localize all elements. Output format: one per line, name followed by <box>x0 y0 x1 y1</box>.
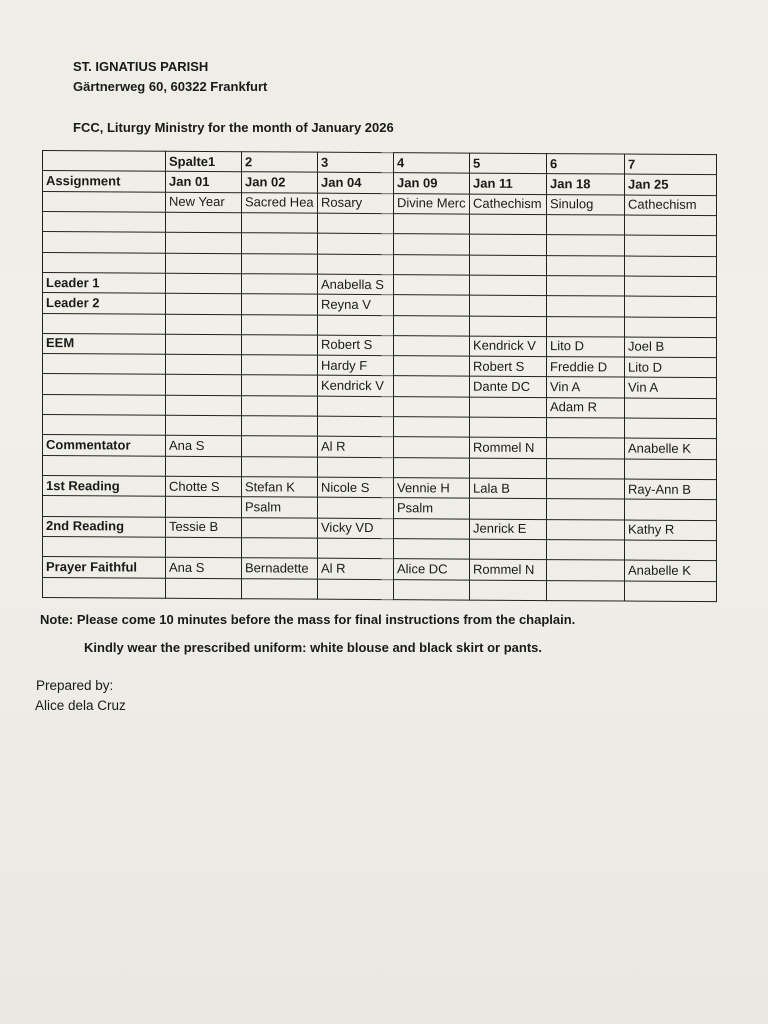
table-cell: 5 <box>470 153 547 174</box>
table-cell: Al R <box>318 437 394 458</box>
note-line-1: Note: Please come 10 minutes before the mass for final instructions from the chaplain. <box>40 612 576 627</box>
table-cell: 7 <box>625 154 717 175</box>
table-cell <box>242 395 318 416</box>
table-cell <box>394 335 470 356</box>
table-cell: 3 <box>318 152 394 173</box>
table-cell: Kathy R <box>625 520 717 541</box>
table-cell: Lala B <box>470 478 547 499</box>
table-cell <box>318 315 394 336</box>
table-cell <box>625 459 717 480</box>
table-cell <box>394 518 470 539</box>
table-cell <box>547 296 625 317</box>
table-cell: Ana S <box>166 436 242 457</box>
table-cell: Nicole S <box>318 477 394 498</box>
table-cell <box>242 517 318 538</box>
table-cell <box>166 314 242 335</box>
table-cell <box>470 275 547 296</box>
table-cell: Alice DC <box>394 559 470 580</box>
table-cell: Anabelle K <box>625 560 717 581</box>
table-cell: Jan 02 <box>242 172 318 193</box>
parish-address: Gärtnerweg 60, 60322 Frankfurt <box>73 79 268 94</box>
table-cell <box>394 376 470 397</box>
table-cell <box>242 294 318 315</box>
table-cell: Anabella S <box>318 274 394 295</box>
table-cell <box>625 317 717 338</box>
table-cell <box>242 253 318 274</box>
table-cell <box>242 233 318 254</box>
table-cell: Adam R <box>547 397 625 418</box>
roster-table <box>42 150 717 602</box>
table-cell <box>625 540 717 561</box>
roster-body <box>43 151 717 602</box>
row-label-cell <box>43 354 166 375</box>
table-cell <box>242 314 318 335</box>
table-cell <box>547 458 625 479</box>
table-cell <box>470 417 547 438</box>
table-cell <box>394 457 470 478</box>
table-cell: Rommel N <box>470 559 547 580</box>
table-cell: Jan 01 <box>166 172 242 193</box>
table-cell <box>166 253 242 274</box>
table-cell: Joel B <box>625 337 717 358</box>
table-cell <box>394 579 470 600</box>
table-cell <box>394 417 470 438</box>
row-label-cell <box>43 536 166 557</box>
table-cell <box>394 539 470 560</box>
table-cell: Jan 11 <box>470 173 547 194</box>
table-cell <box>625 398 717 419</box>
table-cell: Robert S <box>318 335 394 356</box>
table-cell <box>242 578 318 599</box>
row-label-cell <box>43 191 166 212</box>
table-cell <box>394 356 470 377</box>
table-cell <box>470 458 547 479</box>
table-cell <box>547 499 625 520</box>
row-label-cell <box>43 394 166 415</box>
table-cell: Hardy F <box>318 355 394 376</box>
table-cell <box>166 375 242 396</box>
table-cell <box>318 579 394 600</box>
row-label-cell <box>43 211 166 232</box>
table-cell <box>318 416 394 437</box>
table-cell: Sinulog <box>547 194 625 215</box>
table-cell <box>242 375 318 396</box>
table-cell: Rommel N <box>470 437 547 458</box>
table-cell: Al R <box>318 558 394 579</box>
table-cell <box>470 234 547 255</box>
table-cell <box>470 295 547 316</box>
table-cell <box>318 254 394 275</box>
table-cell <box>318 233 394 254</box>
table-cell <box>625 296 717 317</box>
row-label-cell: EEM <box>43 333 166 354</box>
table-cell <box>166 233 242 254</box>
table-cell <box>166 212 242 233</box>
table-cell: 4 <box>394 153 470 174</box>
table-cell: Rosary <box>318 193 394 214</box>
table-cell <box>242 538 318 559</box>
table-cell: Vin A <box>625 377 717 398</box>
table-cell <box>242 335 318 356</box>
table-cell: Dante DC <box>470 377 547 398</box>
table-cell <box>166 354 242 375</box>
table-cell <box>625 235 717 256</box>
table-cell: Spalte1 <box>166 151 242 172</box>
table-cell: Tessie B <box>166 517 242 538</box>
table-cell: Jenrick E <box>470 519 547 540</box>
table-cell <box>470 316 547 337</box>
table-cell: Psalm <box>394 498 470 519</box>
table-cell <box>547 255 625 276</box>
table-cell: Psalm <box>242 497 318 518</box>
row-label-cell: 2nd Reading <box>43 516 166 537</box>
table-cell <box>394 214 470 235</box>
row-label-cell: Leader 2 <box>43 293 166 314</box>
prepared-by-label: Prepared by: <box>36 678 114 693</box>
table-cell: Reyna V <box>318 294 394 315</box>
row-label-cell: 1st Reading <box>43 476 166 497</box>
table-cell: Vennie H <box>394 478 470 499</box>
table-cell <box>318 497 394 518</box>
table-cell <box>166 273 242 294</box>
table-cell <box>166 395 242 416</box>
table-cell: Robert S <box>470 356 547 377</box>
table-cell <box>547 235 625 256</box>
table-cell <box>242 456 318 477</box>
table-cell <box>166 578 242 599</box>
table-cell <box>242 355 318 376</box>
row-label-cell <box>43 151 166 172</box>
table-cell <box>394 437 470 458</box>
table-cell <box>625 581 717 602</box>
table-cell <box>166 456 242 477</box>
table-cell: Chotte S <box>166 476 242 497</box>
row-label-cell <box>43 232 166 253</box>
row-label-cell <box>43 252 166 273</box>
table-cell <box>394 295 470 316</box>
table-cell: Jan 09 <box>394 173 470 194</box>
table-cell <box>470 397 547 418</box>
table-cell: New Year <box>166 192 242 213</box>
table-cell: Cathechism <box>625 195 717 216</box>
table-cell <box>547 479 625 500</box>
table-cell: Anabelle K <box>625 438 717 459</box>
table-cell <box>166 334 242 355</box>
table-cell <box>318 396 394 417</box>
table-cell <box>547 215 625 236</box>
table-cell: Stefan K <box>242 477 318 498</box>
table-cell: Kendrick V <box>470 336 547 357</box>
prepared-by-name: Alice dela Cruz <box>35 698 126 713</box>
row-label-cell: Assignment <box>43 171 166 192</box>
note-line-2: Kindly wear the prescribed uniform: white blouse and black skirt or pants. <box>84 640 542 655</box>
table-cell <box>470 580 547 601</box>
table-cell: Divine Merc <box>394 193 470 214</box>
table-cell: Ana S <box>166 558 242 579</box>
table-cell <box>625 418 717 439</box>
table-cell <box>242 416 318 437</box>
row-label-cell <box>43 455 166 476</box>
parish-name: ST. IGNATIUS PARISH <box>73 59 209 74</box>
table-cell <box>242 274 318 295</box>
table-cell: Jan 04 <box>318 172 394 193</box>
table-cell: Sacred Hea <box>242 192 318 213</box>
row-label-cell <box>43 313 166 334</box>
table-cell <box>318 457 394 478</box>
table-cell <box>547 540 625 561</box>
table-cell: 2 <box>242 152 318 173</box>
table-cell <box>242 436 318 457</box>
table-cell <box>547 275 625 296</box>
table-cell <box>625 499 717 520</box>
table-cell <box>394 315 470 336</box>
row-label-cell: Leader 1 <box>43 272 166 293</box>
table-cell: Jan 18 <box>547 174 625 195</box>
table-cell <box>547 519 625 540</box>
table-cell <box>547 418 625 439</box>
table-cell <box>394 254 470 275</box>
table-cell: Cathechism <box>470 194 547 215</box>
table-row <box>43 577 717 602</box>
table-cell <box>318 213 394 234</box>
table-cell <box>547 580 625 601</box>
table-cell <box>547 560 625 581</box>
row-label-cell <box>43 415 166 436</box>
table-cell: Bernadette <box>242 558 318 579</box>
table-cell: Kendrick V <box>318 376 394 397</box>
table-cell <box>242 213 318 234</box>
table-cell <box>166 537 242 558</box>
table-cell: 6 <box>547 154 625 175</box>
document-title: FCC, Liturgy Ministry for the month of January 2026 <box>73 120 394 135</box>
table-cell: Lito D <box>625 357 717 378</box>
table-cell <box>470 214 547 235</box>
table-cell <box>166 415 242 436</box>
table-cell: Freddie D <box>547 357 625 378</box>
table-cell <box>625 276 717 297</box>
table-cell: Vin A <box>547 377 625 398</box>
row-label-cell <box>43 577 166 598</box>
table-cell <box>547 438 625 459</box>
table-cell: Jan 25 <box>625 174 717 195</box>
table-cell <box>318 538 394 559</box>
row-label-cell: Commentator <box>43 435 166 456</box>
table-cell <box>394 275 470 296</box>
table-cell: Lito D <box>547 336 625 357</box>
table-cell: Ray-Ann B <box>625 479 717 500</box>
table-cell <box>166 293 242 314</box>
table-cell <box>394 234 470 255</box>
table-cell <box>470 539 547 560</box>
table-cell: Vicky VD <box>318 518 394 539</box>
row-label-cell <box>43 374 166 395</box>
row-label-cell <box>43 496 166 517</box>
table-cell <box>166 497 242 518</box>
table-cell <box>470 255 547 276</box>
table-cell <box>470 498 547 519</box>
row-label-cell: Prayer Faithful <box>43 557 166 578</box>
table-cell <box>625 256 717 277</box>
table-cell <box>625 215 717 236</box>
table-cell <box>547 316 625 337</box>
table-cell <box>394 396 470 417</box>
